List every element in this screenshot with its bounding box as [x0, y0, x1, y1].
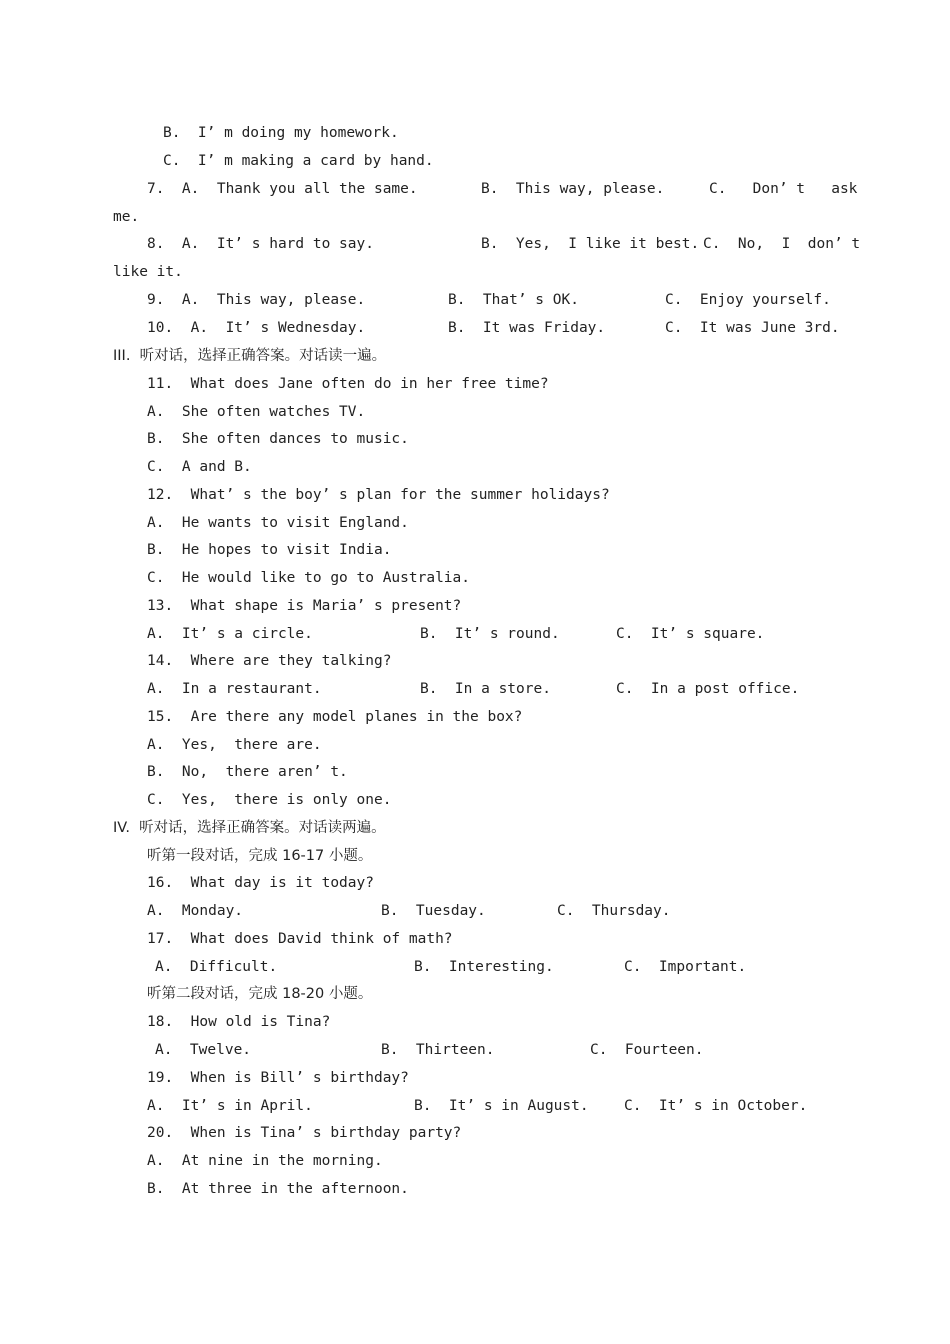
q7-option-a: 7. A. Thank you all the same.: [147, 181, 418, 197]
q8-option-c: C. No, I don’ t: [703, 236, 861, 252]
q13-question: 13. What shape is Maria’ s present?: [147, 598, 462, 614]
section-3-header: III. 听对话，选择正确答案。对话读一遍。: [113, 348, 387, 364]
q12-option-b: B. He hopes to visit India.: [147, 542, 392, 558]
q18-option-a: A. Twelve.: [155, 1042, 252, 1058]
q19-option-c: C. It’ s in October.: [624, 1098, 808, 1114]
q8-option-a: 8. A. It’ s hard to say.: [147, 236, 374, 252]
q6-option-b: B. I’ m doing my homework.: [163, 125, 399, 141]
q18-option-b: B. Thirteen.: [381, 1042, 495, 1058]
q11-question: 11. What does Jane often do in her free time?: [147, 376, 549, 392]
q20-question: 20. When is Tina’ s birthday party?: [147, 1125, 462, 1141]
q9-option-c: C. Enjoy yourself.: [665, 292, 831, 308]
q15-option-a: A. Yes, there are.: [147, 737, 322, 753]
q11-option-a: A. She often watches TV.: [147, 404, 366, 420]
q7-option-c: C. Don’ t ask: [709, 181, 858, 197]
q16-question: 16. What day is it today?: [147, 875, 374, 891]
q13-option-b: B. It’ s round.: [420, 626, 560, 642]
q11-option-c: C. A and B.: [147, 459, 252, 475]
q17-question: 17. What does David think of math?: [147, 931, 453, 947]
q12-option-a: A. He wants to visit England.: [147, 515, 409, 531]
q17-option-c: C. Important.: [624, 959, 747, 975]
q20-option-b: B. At three in the afternoon.: [147, 1181, 409, 1197]
q10-option-b: B. It was Friday.: [448, 320, 606, 336]
q15-option-b: B. No, there aren’ t.: [147, 764, 348, 780]
q16-option-c: C. Thursday.: [557, 903, 671, 919]
q12-question: 12. What’ s the boy’ s plan for the summer holidays?: [147, 487, 610, 503]
q14-option-c: C. In a post office.: [616, 681, 800, 697]
q11-option-b: B. She often dances to music.: [147, 431, 409, 447]
q8-option-b: B. Yes, I like it best.: [481, 236, 700, 252]
q19-question: 19. When is Bill’ s birthday?: [147, 1070, 409, 1086]
q7-option-b: B. This way, please.: [481, 181, 665, 197]
q19-option-a: A. It’ s in April.: [147, 1098, 313, 1114]
q14-question: 14. Where are they talking?: [147, 653, 392, 669]
q15-question: 15. Are there any model planes in the box?: [147, 709, 523, 725]
q10-option-a: 10. A. It’ s Wednesday.: [147, 320, 366, 336]
dialog-1-instruction: 听第一段对话，完成 16-17 小题。: [147, 848, 373, 864]
q13-option-c: C. It’ s square.: [616, 626, 765, 642]
q15-option-c: C. Yes, there is only one.: [147, 792, 392, 808]
q20-option-a: A. At nine in the morning.: [147, 1153, 383, 1169]
q14-option-a: A. In a restaurant.: [147, 681, 322, 697]
q14-option-b: B. In a store.: [420, 681, 551, 697]
q17-option-b: B. Interesting.: [414, 959, 554, 975]
q9-option-b: B. That’ s OK.: [448, 292, 579, 308]
q9-option-a: 9. A. This way, please.: [147, 292, 366, 308]
q7-wrap: me.: [113, 209, 140, 225]
q16-option-a: A. Monday.: [147, 903, 244, 919]
q8-wrap: like it.: [113, 264, 183, 280]
q17-option-a: A. Difficult.: [155, 959, 278, 975]
q19-option-b: B. It’ s in August.: [414, 1098, 589, 1114]
q18-question: 18. How old is Tina?: [147, 1014, 331, 1030]
section-4-header: IV. 听对话，选择正确答案。对话读两遍。: [113, 820, 386, 836]
q16-option-b: B. Tuesday.: [381, 903, 486, 919]
dialog-2-instruction: 听第二段对话，完成 18-20 小题。: [147, 986, 373, 1002]
q18-option-c: C. Fourteen.: [590, 1042, 704, 1058]
q10-option-c: C. It was June 3rd.: [665, 320, 840, 336]
q6-option-c: C. I’ m making a card by hand.: [163, 153, 434, 169]
q12-option-c: C. He would like to go to Australia.: [147, 570, 471, 586]
q13-option-a: A. It’ s a circle.: [147, 626, 313, 642]
